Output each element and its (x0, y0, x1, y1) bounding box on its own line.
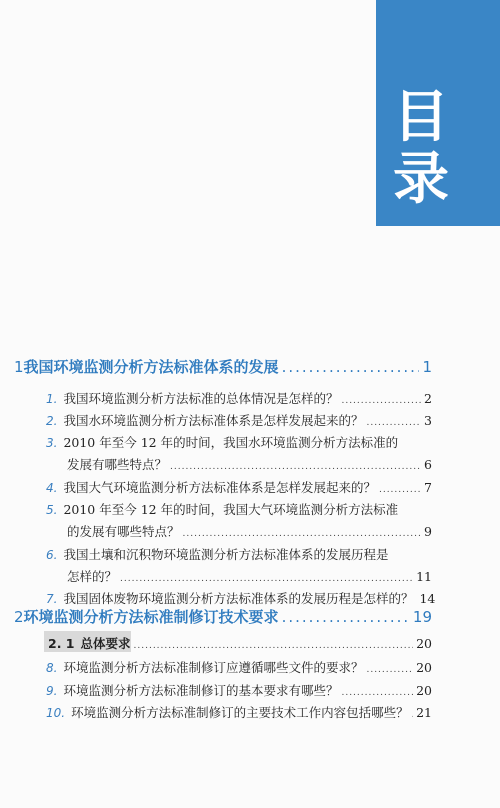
chapter-number: 1 (14, 358, 24, 376)
entry-title: 环境监测分析方法标准制修订的基本要求有哪些？ (63, 683, 339, 698)
entry-title-continued: 发展有哪些特点？ (67, 457, 168, 472)
dot-leader (282, 358, 420, 376)
toc-entry-6-cont[interactable] (67, 567, 432, 585)
entry-page: 9 (424, 524, 432, 539)
entry-page: 3 (424, 413, 432, 428)
chapter-page: 1 (422, 358, 432, 376)
banner-title-char-1: 目 (393, 85, 449, 150)
entry-page: 11 (416, 569, 432, 584)
toc-entry-2[interactable] (46, 411, 432, 429)
entry-page: 20 (416, 683, 432, 698)
dot-leader (120, 574, 413, 584)
entry-page: 6 (424, 457, 432, 472)
entry-page: 14 (419, 591, 436, 606)
entry-title: 环境监测分析方法标准制修订的主要技术工作内容包括哪些？ (71, 705, 409, 720)
dot-leader (366, 418, 421, 428)
chapter-title: 我国环境监测分析方法标准体系的发展 (23, 358, 279, 376)
toc-entry-7[interactable] (46, 589, 436, 607)
entry-number: 9. (46, 684, 58, 698)
entry-number: 5. (46, 503, 58, 517)
entry-title: 我国固体废物环境监测分析方法标准体系的发展历程是怎样的？ (63, 591, 414, 606)
section-page: 20 (416, 636, 432, 651)
chapter-number: 2 (14, 608, 24, 626)
entry-number: 10. (46, 706, 66, 720)
toc-chapter-1[interactable] (14, 356, 432, 377)
dot-leader (341, 688, 413, 698)
dot-leader (379, 485, 421, 495)
toc-entry-1[interactable] (46, 389, 432, 407)
entry-number: 1. (46, 392, 58, 406)
toc-entry-5[interactable] (46, 500, 432, 518)
toc-entry-9[interactable] (46, 681, 432, 699)
dot-leader (412, 710, 413, 720)
toc-entry-5-cont[interactable] (67, 522, 432, 540)
entry-title-continued: 的发展有哪些特点？ (67, 524, 180, 539)
toc-section-2-1[interactable] (48, 634, 432, 652)
dot-leader (341, 396, 421, 406)
dot-leader (170, 462, 421, 472)
toc-entry-3-cont[interactable] (67, 455, 432, 473)
entry-title: 我国大气环境监测分析方法标准体系是怎样发展起来的？ (63, 480, 376, 495)
entry-page: 21 (416, 705, 432, 720)
toc-entry-10[interactable] (46, 703, 432, 721)
entry-title: 我国环境监测分析方法标准的总体情况是怎样的？ (63, 391, 339, 406)
banner-title-char-2: 录 (393, 147, 449, 212)
chapter-title: 环境监测分析方法标准制修订技术要求 (23, 608, 279, 626)
toc-entry-4[interactable] (46, 478, 432, 496)
section-number: 2. 1 (48, 636, 75, 651)
toc-entry-3[interactable] (46, 433, 432, 451)
entry-page: 20 (416, 660, 432, 675)
entry-page: 2 (424, 391, 432, 406)
entry-title-continued: 怎样的？ (67, 569, 118, 584)
entry-number: 7. (46, 592, 58, 606)
entry-number: 4. (46, 481, 58, 495)
entry-title: 我国水环境监测分析方法标准体系是怎样发展起来的？ (63, 413, 364, 428)
dot-leader (366, 665, 413, 675)
toc-entry-6[interactable] (46, 545, 432, 563)
entry-title: 我国土壤和沉积物环境监测分析方法标准体系的发展历程是 (63, 547, 389, 562)
entry-number: 3. (46, 436, 58, 450)
entry-title: 环境监测分析方法标准制修订应遵循哪些文件的要求？ (63, 660, 364, 675)
dot-leader (183, 529, 422, 539)
section-title: 总体要求 (80, 636, 131, 651)
toc-chapter-2[interactable] (14, 606, 432, 627)
entry-number: 6. (46, 548, 58, 562)
entry-page: 7 (424, 480, 432, 495)
entry-number: 2. (46, 414, 58, 428)
dot-leader (134, 641, 414, 651)
entry-title: 2010 年至今 12 年的时间，我国水环境监测分析方法标准的 (63, 435, 399, 450)
toc-entry-8[interactable] (46, 658, 432, 676)
dot-leader (282, 608, 410, 626)
entry-title: 2010 年至今 12 年的时间，我国大气环境监测分析方法标准 (63, 502, 399, 517)
entry-number: 8. (46, 661, 58, 675)
chapter-page: 19 (412, 608, 432, 626)
